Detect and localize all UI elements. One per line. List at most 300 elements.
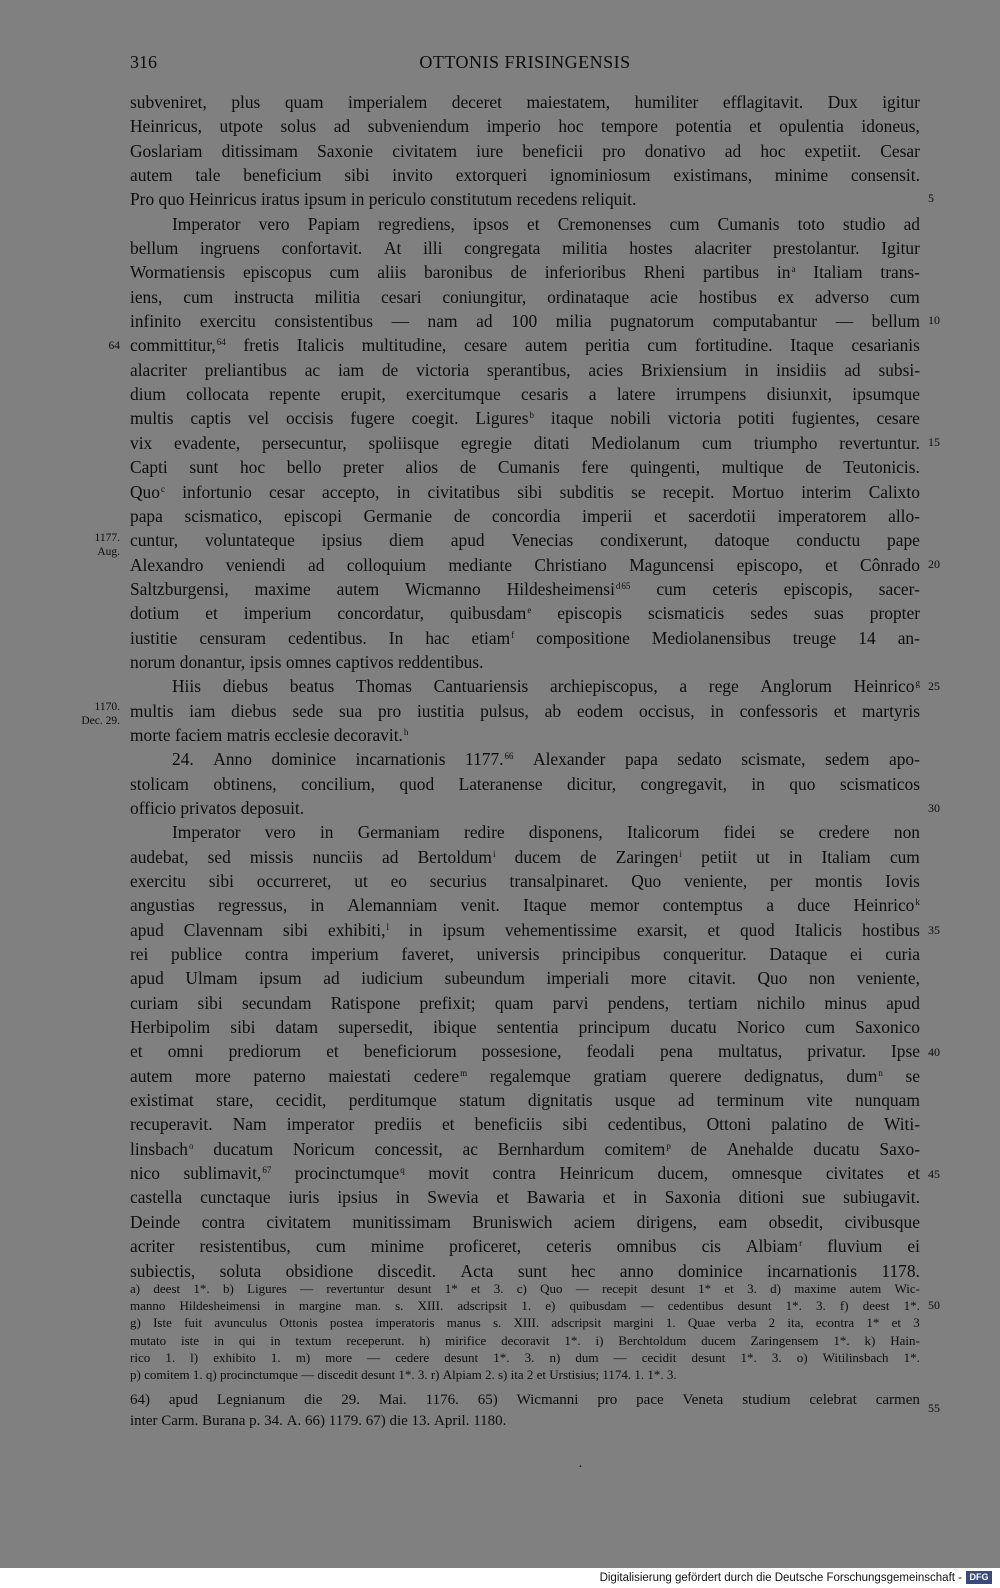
word: congregavit, (640, 773, 727, 794)
word: nobili (610, 408, 651, 429)
word: revertuntur (326, 1281, 385, 1296)
word: g) (130, 1315, 141, 1331)
word: sibi (282, 919, 309, 940)
word: in (788, 846, 803, 867)
word: baronibus (424, 262, 493, 283)
word: et (526, 213, 540, 234)
word: deceret (451, 92, 502, 112)
word: multis (130, 408, 174, 429)
word: Cesar (880, 140, 920, 161)
word: Germaniam (357, 822, 440, 843)
word: 1*. (785, 1298, 802, 1314)
word: dum$^n$ (846, 1065, 883, 1086)
word: interim (801, 481, 852, 502)
word: trans- (880, 262, 920, 283)
word: more (325, 1349, 353, 1365)
word: et (205, 603, 218, 624)
word: in (633, 1187, 647, 1208)
word: r) (430, 1366, 440, 1382)
word: comitem (144, 1366, 190, 1382)
word: curia (885, 944, 920, 965)
word: faciem (174, 724, 223, 745)
word: Heinricum (559, 1163, 634, 1184)
word: imperio (486, 116, 541, 137)
word: inferioribus (544, 262, 626, 283)
word: multis (130, 700, 174, 721)
footnote-marker: f (511, 629, 515, 640)
word: invito (392, 165, 433, 186)
word: Wormatiensis (130, 262, 226, 283)
word: desunt (650, 1281, 685, 1296)
word: anno (619, 1260, 654, 1281)
word: carmen (875, 1392, 920, 1408)
word: minime (370, 1236, 425, 1257)
word: maxime (254, 578, 311, 599)
word: infinito (130, 311, 182, 332)
word: Cremonenses (557, 213, 652, 234)
word: ac (304, 359, 321, 380)
word: triumpho (753, 432, 818, 453)
word: 3. (417, 1366, 428, 1382)
word: ducatu (813, 1138, 860, 1159)
word: resistentibus, (199, 1236, 291, 1257)
word: dotium (130, 603, 180, 624)
text-line (130, 553, 920, 577)
word: Acta (460, 1260, 494, 1281)
word: reddentibus. (397, 651, 484, 672)
word: tertiam (688, 992, 738, 1013)
word: de (453, 505, 471, 526)
word: ecclesie (274, 724, 330, 745)
word: Papiam (307, 213, 360, 234)
word: cum (647, 335, 678, 356)
word: curiam (130, 992, 179, 1013)
word: eam (718, 1211, 748, 1232)
word: eo (390, 871, 407, 891)
word: civitatem (266, 1211, 332, 1232)
word: a (588, 384, 597, 405)
text-line (130, 1185, 920, 1209)
word: et (833, 700, 847, 721)
word: apud (130, 919, 164, 940)
word: in (396, 481, 411, 502)
word: cum (329, 262, 360, 283)
word: vero (258, 213, 290, 234)
word: pro (377, 700, 402, 721)
word: — (640, 1298, 654, 1314)
word: A. (286, 1413, 302, 1429)
word: manno (130, 1298, 166, 1314)
word: usque (614, 1090, 656, 1111)
word: civitates (825, 1163, 884, 1184)
text-line (130, 966, 920, 990)
text-line (130, 382, 920, 406)
word: occisis (286, 408, 334, 429)
word: prefixit; (419, 992, 476, 1013)
word: Heinricus, (130, 116, 202, 137)
word: postea (329, 1315, 364, 1331)
word: de (805, 457, 822, 478)
footnote-marker: i (492, 848, 496, 859)
word: Mortuo (731, 481, 784, 502)
word: Alexandro (130, 554, 204, 575)
word: Hildesheimensi (179, 1298, 261, 1314)
word: Saxonia (664, 1187, 721, 1208)
footnote-marker: 67 (262, 1165, 272, 1176)
word: mirifice (445, 1332, 487, 1348)
word: qui (238, 1332, 256, 1348)
text-line (130, 480, 920, 504)
word: bello (286, 457, 322, 478)
text-line (130, 285, 920, 309)
word: — (301, 1366, 315, 1382)
word: m) (295, 1349, 311, 1365)
digitization-footer (0, 1568, 1000, 1588)
word: rico (130, 1349, 151, 1365)
footnote-marker: a (791, 264, 796, 275)
word: dicitur, (567, 773, 617, 794)
word: beneficii (522, 140, 584, 161)
word: Imperator (172, 822, 241, 843)
word: voluntateque (204, 530, 295, 551)
word: duce (797, 895, 831, 916)
word: ditati (533, 432, 570, 453)
word: principum (578, 1017, 651, 1038)
word: movit (428, 1163, 469, 1184)
running-title: OTTONIS FRISINGENSIS (419, 52, 631, 72)
word: sedes (750, 603, 788, 624)
line-number: 5 (928, 191, 934, 205)
line-number: 40 (928, 1045, 940, 1059)
margin-note-year: 1177. (94, 532, 120, 544)
line-number: 25 (928, 679, 940, 693)
word: iam (337, 359, 365, 380)
word: nichilo (756, 992, 806, 1013)
word: maiestati (328, 1065, 392, 1086)
word: subveniret, (130, 92, 207, 112)
word: cesaris (521, 384, 569, 405)
word: ipsius (337, 1187, 378, 1208)
word: a (679, 676, 688, 697)
word: conductu (796, 530, 861, 551)
footnote-marker: r (799, 1238, 803, 1249)
word: 1. (165, 1349, 176, 1365)
text-line (130, 845, 920, 869)
word: hostibus (861, 919, 920, 940)
word: de (510, 262, 527, 283)
word: propter (869, 603, 920, 624)
word: militia (314, 286, 361, 307)
word: de (459, 457, 477, 478)
word: condixerunt, (600, 530, 688, 551)
word: 1* (698, 1281, 712, 1296)
text-line (130, 139, 920, 163)
word: ei (907, 1236, 920, 1257)
word: existimans, (673, 165, 753, 186)
word: cecidit (641, 1349, 677, 1365)
word: 29. (341, 1392, 361, 1408)
word: paterno (253, 1065, 306, 1086)
word: episcopi (283, 505, 342, 526)
footnote-marker: o (188, 1140, 194, 1151)
word: decoravit (501, 1332, 550, 1348)
word: ad (903, 213, 920, 234)
word: censuram (199, 627, 267, 648)
word: Carm. (161, 1413, 199, 1429)
word: Hiis (172, 676, 201, 697)
word: recepit (602, 1281, 638, 1296)
word: cedere$^m$ (413, 1065, 468, 1086)
word: itaque (550, 408, 594, 429)
word: sibi (562, 1114, 588, 1135)
word: hoc (760, 140, 786, 161)
word: ad (333, 116, 351, 137)
word: pape (887, 530, 920, 551)
word: iratus (260, 189, 300, 210)
word: regrediens, (378, 213, 455, 234)
word: securius (429, 871, 487, 891)
text-line (130, 406, 920, 430)
word: hoc (558, 116, 584, 137)
word: cum (669, 213, 700, 234)
word: Anglorum (760, 676, 832, 697)
word: ei (849, 944, 863, 965)
line-number: 35 (928, 923, 940, 937)
word: montis (815, 871, 863, 891)
text-line (130, 1161, 920, 1185)
word: celebrat (809, 1392, 857, 1408)
word: publice (171, 944, 223, 965)
word: hec (571, 1260, 596, 1281)
word: 1180. (473, 1413, 507, 1429)
text-line (130, 723, 920, 747)
word: q) (205, 1366, 217, 1382)
word: revertuntur. (839, 432, 920, 453)
word: Zaringen$^i$ (615, 846, 683, 867)
word: Hain- (890, 1332, 920, 1348)
word: pro (597, 1392, 618, 1408)
word: se (779, 822, 795, 843)
word: exarsit, (636, 919, 688, 940)
word: sede (292, 700, 324, 721)
word: citavit. (688, 968, 736, 989)
word: cedentibus, (607, 1114, 687, 1135)
text-line (130, 601, 920, 625)
word: peritia (585, 335, 630, 356)
word: l) (190, 1349, 199, 1365)
word: XIII. (417, 1298, 444, 1314)
word: et (471, 1281, 481, 1296)
footnote-marker: q (400, 1165, 405, 1176)
word: possesione, (481, 1041, 562, 1062)
word: rei (130, 944, 149, 965)
word: ceteris (546, 1236, 592, 1257)
word: computabantur (712, 311, 818, 332)
word: concessit, (374, 1138, 443, 1159)
word: officio (130, 797, 177, 818)
word: plus (231, 92, 261, 112)
word: p. (249, 1413, 261, 1429)
word: cum (183, 286, 214, 307)
word: idoneus, (861, 116, 920, 137)
word: Alpiam (442, 1366, 482, 1382)
margin-note-month: Aug. (97, 546, 120, 558)
margin-note-64: 64 (108, 340, 120, 352)
word: Maguncensi (629, 554, 715, 575)
word: Ipse (891, 1041, 920, 1062)
word: beneficiis (474, 1114, 543, 1135)
word: ditissimam (221, 140, 298, 161)
word: efflagitavit. (722, 92, 804, 112)
word: mutato (130, 1332, 167, 1348)
word: pena (660, 1041, 693, 1062)
word: civibusque (844, 1211, 920, 1232)
word: desunt (737, 1298, 772, 1314)
word: se (631, 481, 646, 502)
word: et (441, 1114, 455, 1135)
word: terminum (716, 1090, 785, 1111)
word: imperialem (348, 92, 428, 112)
word: omni (167, 1041, 204, 1062)
word: an- (897, 627, 920, 648)
word: privatur. (807, 1041, 866, 1062)
word: de (381, 359, 399, 380)
word: Brixiensium (640, 359, 727, 380)
word: n) (549, 1349, 561, 1365)
word: diem (389, 530, 424, 551)
word: p) (130, 1366, 141, 1382)
word: in (751, 773, 765, 794)
word: cum (889, 846, 920, 867)
word: Albiam$^r$ (746, 1236, 803, 1257)
text-line (130, 1088, 920, 1112)
word: cesare (876, 408, 920, 429)
word: mediante (448, 554, 513, 575)
word: 1*. (740, 1349, 757, 1365)
word: committitur,$^{64}$ (130, 335, 226, 356)
word: cunctaque (200, 1187, 271, 1208)
word: hoc (239, 457, 266, 478)
word: fortitudine. (694, 335, 773, 356)
word: credere (818, 822, 870, 843)
word: beatus (289, 676, 335, 697)
margin-note-year: 1170. (94, 701, 120, 713)
word: 1*. (493, 1349, 510, 1365)
word: cum (701, 432, 732, 453)
word: rege (708, 676, 739, 697)
note-line (130, 1390, 920, 1411)
word: Zaringensem (750, 1332, 819, 1348)
word: Wic- (894, 1281, 920, 1296)
margin-note-date: Dec. 29. (81, 715, 120, 727)
word: papa (624, 749, 658, 770)
word: XIII. (513, 1315, 540, 1331)
word: Bruniswich (472, 1211, 553, 1232)
text-line (130, 212, 920, 236)
word: supersedit, (338, 1017, 414, 1038)
word: Italicis (296, 335, 345, 356)
word: alacriter (130, 359, 187, 380)
text-line (130, 431, 920, 455)
word: fretis (243, 335, 280, 356)
word: Goslariam (130, 140, 203, 161)
main-text (130, 90, 920, 1283)
word: alacriter (694, 238, 752, 259)
word: aliis (377, 262, 407, 283)
word: e) (545, 1298, 556, 1314)
footnote-marker: n (878, 1067, 883, 1078)
word: 3. (747, 1281, 757, 1296)
word: accepto, (322, 481, 380, 502)
word: in (274, 1298, 285, 1314)
word: ignominiosum (550, 165, 651, 186)
apparatus-line (130, 1280, 920, 1297)
word: 1*. (564, 1332, 581, 1348)
word: prestolantur. (773, 238, 860, 259)
word: martyris (862, 700, 920, 721)
word: fuit (184, 1315, 203, 1331)
word: Pro (130, 189, 155, 210)
text-line (130, 626, 920, 650)
word: irrumpens (675, 384, 747, 405)
word: disponens, (528, 822, 603, 843)
word: datam (275, 1017, 319, 1038)
word: fugientes, (791, 408, 860, 429)
word: 1177.66 (465, 749, 514, 770)
word: 1. (521, 1298, 532, 1314)
word: Ligures$^b$ (475, 408, 534, 429)
word: iste (180, 1332, 200, 1348)
footnote-marker: h (403, 726, 409, 737)
word: congregata (464, 238, 541, 259)
text-line (130, 90, 920, 114)
word: occurreret, (256, 871, 332, 891)
word: April. (434, 1413, 470, 1429)
word: Bertoldum$^i$ (417, 846, 496, 867)
word: c) (516, 1281, 527, 1296)
word: Itaque (523, 895, 567, 916)
word: parvi (552, 992, 589, 1013)
word: suas (813, 603, 844, 624)
word: veniendi (225, 554, 286, 575)
word: Rheni (643, 262, 686, 283)
word: Imperator (172, 213, 241, 234)
word: Thomas (355, 676, 412, 697)
word: scismaticos (839, 773, 920, 794)
text-line (130, 260, 920, 284)
word: Cumanis (497, 457, 560, 478)
word: missis (249, 846, 294, 867)
word: pugnatorum (610, 311, 695, 332)
word: Bawaria (526, 1187, 585, 1208)
line-number: 10 (928, 313, 940, 327)
word: contemptus (662, 895, 743, 916)
running-header (130, 52, 920, 78)
word: Igitur (881, 238, 920, 259)
word: $in^a$ (776, 262, 796, 283)
word: repente (269, 384, 321, 405)
word: stare, (216, 1090, 254, 1111)
word: iens, (130, 286, 163, 307)
word: dominice (271, 749, 337, 770)
word: autem (130, 165, 173, 186)
word: quod (399, 773, 435, 794)
word: exercitumque (406, 384, 501, 405)
word: Saxonico (855, 1017, 920, 1038)
word: omnes (285, 651, 332, 672)
footnote-marker: c (160, 483, 165, 494)
word: autem (336, 578, 380, 599)
